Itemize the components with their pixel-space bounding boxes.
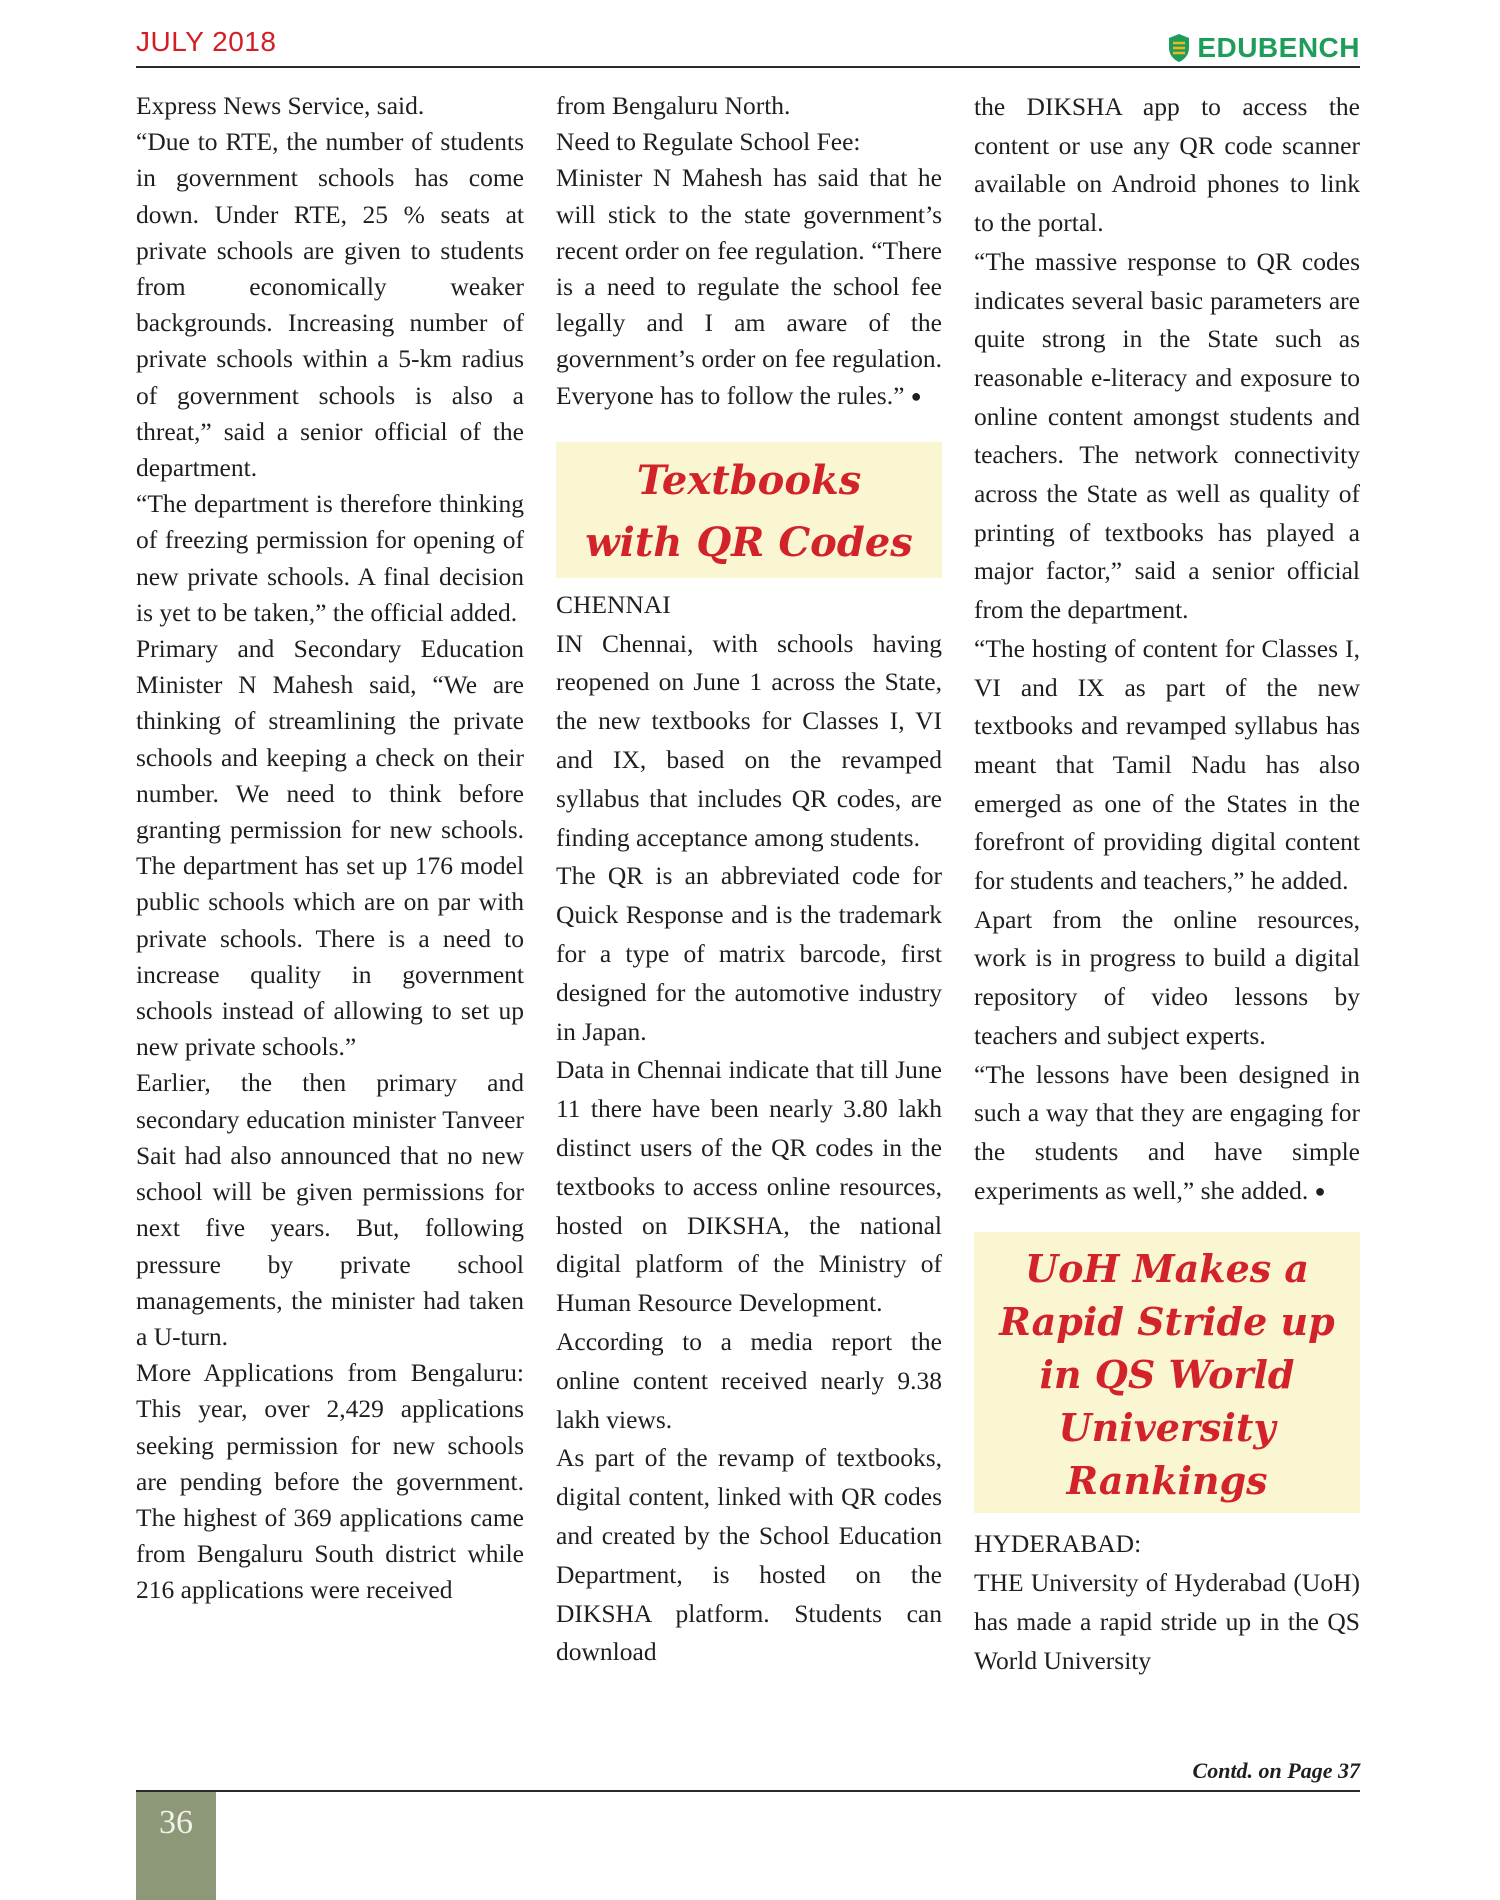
paragraph: Earlier, the then primary and secondary education minister Tanveer Sait had also announced that no new school will be given permissions for next five years. But, following pressure by private school managements, the minister had taken a U-turn.: [136, 1068, 524, 1351]
headline-line: with QR Codes: [585, 518, 913, 566]
paragraph: from Bengaluru North.: [556, 91, 791, 120]
paragraph: “The massive response to QR codes indicates several basic parameters are quite strong in the State such as reasonable e-literacy and exposure to online content amongst students and teachers. The network connectivity across the State as well as quality of printing of textbooks has played a major factor,” said a senior official from the department.: [974, 246, 1360, 625]
page-number: 36: [159, 1804, 193, 1841]
article-headline-uoh: UoH Makes a Rapid Stride up in QS World University Rankings: [974, 1232, 1360, 1513]
paragraph: Apart from the online resources, work is in progress to build a digital repository of video lessons by teachers and subject experts.: [974, 904, 1360, 1050]
paragraph-text: “The lessons have been designed in such a way that they are engaging for the students and have simple experiments as well,” she added.: [974, 1059, 1360, 1205]
paragraph: This year, over 2,429 applications seeking permission for new schools are pending before the government. The highest of 369 applications came from Bengaluru South district while 216 applications were received: [136, 1394, 524, 1605]
continued-note: Contd. on Page 37: [1192, 1758, 1360, 1783]
column-1: [136, 88, 524, 1609]
subheading: Need to Regulate School Fee:: [556, 127, 861, 157]
paragraph: THE University of Hyderabad (UoH) has made a rapid stride up in the QS World University: [974, 1568, 1360, 1675]
brand-name: EDUBENCH: [1197, 32, 1360, 63]
footer-divider: [136, 1790, 1360, 1792]
column-3: [974, 88, 1360, 1680]
shield-logo-icon: [1167, 33, 1191, 63]
brand-logo: [1167, 32, 1360, 64]
page-number-tab: [136, 1792, 216, 1900]
article-headline-textbooks: [556, 442, 942, 578]
paragraph: Data in Chennai indicate that till June 11 there have been nearly 3.80 lakh distinct users of the QR codes in the textbooks to access online resources, hosted on DIKSHA, the national digital platform of the Ministry of Human Resource Development.: [556, 1055, 942, 1318]
paragraph: the DIKSHA app to access the content or use any QR code scanner available on Android phones to link to the portal.: [974, 92, 1360, 238]
header-divider: [136, 66, 1360, 68]
paragraph: “The department is therefore thinking of freezing permission for opening of new private schools. A final decision is yet to be taken,” the official added.: [136, 489, 524, 627]
paragraph: The QR is an abbreviated code for Quick Response and is the trademark for a type of matrix barcode, first designed for the automotive industry in Japan.: [556, 861, 942, 1046]
paragraph: “Due to RTE, the number of students in government schools has come down. Under RTE, 25 % seats at private schools are given to students from economically weaker backgrounds. Increasing number of private schools within a 5-km radius of government schools is also a threat,” said a senior official of the department.: [136, 127, 524, 483]
paragraph-text: Minister N Mahesh has said that he will stick to the state government’s recent order on fee regulation. “There is a need to regulate the school fee legally and I am aware of the government’s order on fee regulation. Everyone has to follow the rules.”: [556, 163, 942, 410]
column-2: [556, 88, 942, 1672]
paragraph: [556, 160, 942, 413]
paragraph: “The hosting of content for Classes I, VI and IX as part of the new textbooks and revamped syllabus has meant that Tamil Nadu has also emerged as one of the States in the forefront of providing digital content for students and teachers,” he added.: [974, 633, 1360, 896]
paragraph: According to a media report the online content received nearly 9.38 lakh views.: [556, 1326, 942, 1434]
paragraph: Primary and Secondary Education Minister N Mahesh said, “We are thinking of streamlining the private schools and keeping a check on their number. We need to think before granting permission for new schools. The department has set up 176 model public schools which are on par with private schools. There is a need to increase quality in government schools instead of allowing to set up new private schools.”: [136, 634, 524, 1062]
paragraph: As part of the revamp of textbooks, digital content, linked with QR codes and created by the School Education Department, is hosted on the DIKSHA platform. Students can download: [556, 1443, 942, 1667]
issue-date: JULY 2018: [136, 26, 277, 57]
article-body: [556, 586, 942, 1672]
paragraph: [974, 1056, 1360, 1211]
dateline: HYDERABAD:: [974, 1529, 1142, 1559]
end-bullet-icon: ●: [910, 385, 922, 406]
end-bullet-icon: ●: [1314, 1180, 1326, 1201]
subheading: More Applications from Bengaluru:: [136, 1358, 524, 1388]
headline-line: Textbooks: [636, 456, 862, 504]
paragraph: Express News Service, said.: [136, 91, 425, 120]
paragraph: IN Chennai, with schools having reopened on June 1 across the State, the new textbooks for Classes I, VI and IX, based on the revamped syllabus that includes QR codes, are finding acceptance among students.: [556, 628, 942, 852]
dateline: CHENNAI: [556, 589, 671, 619]
